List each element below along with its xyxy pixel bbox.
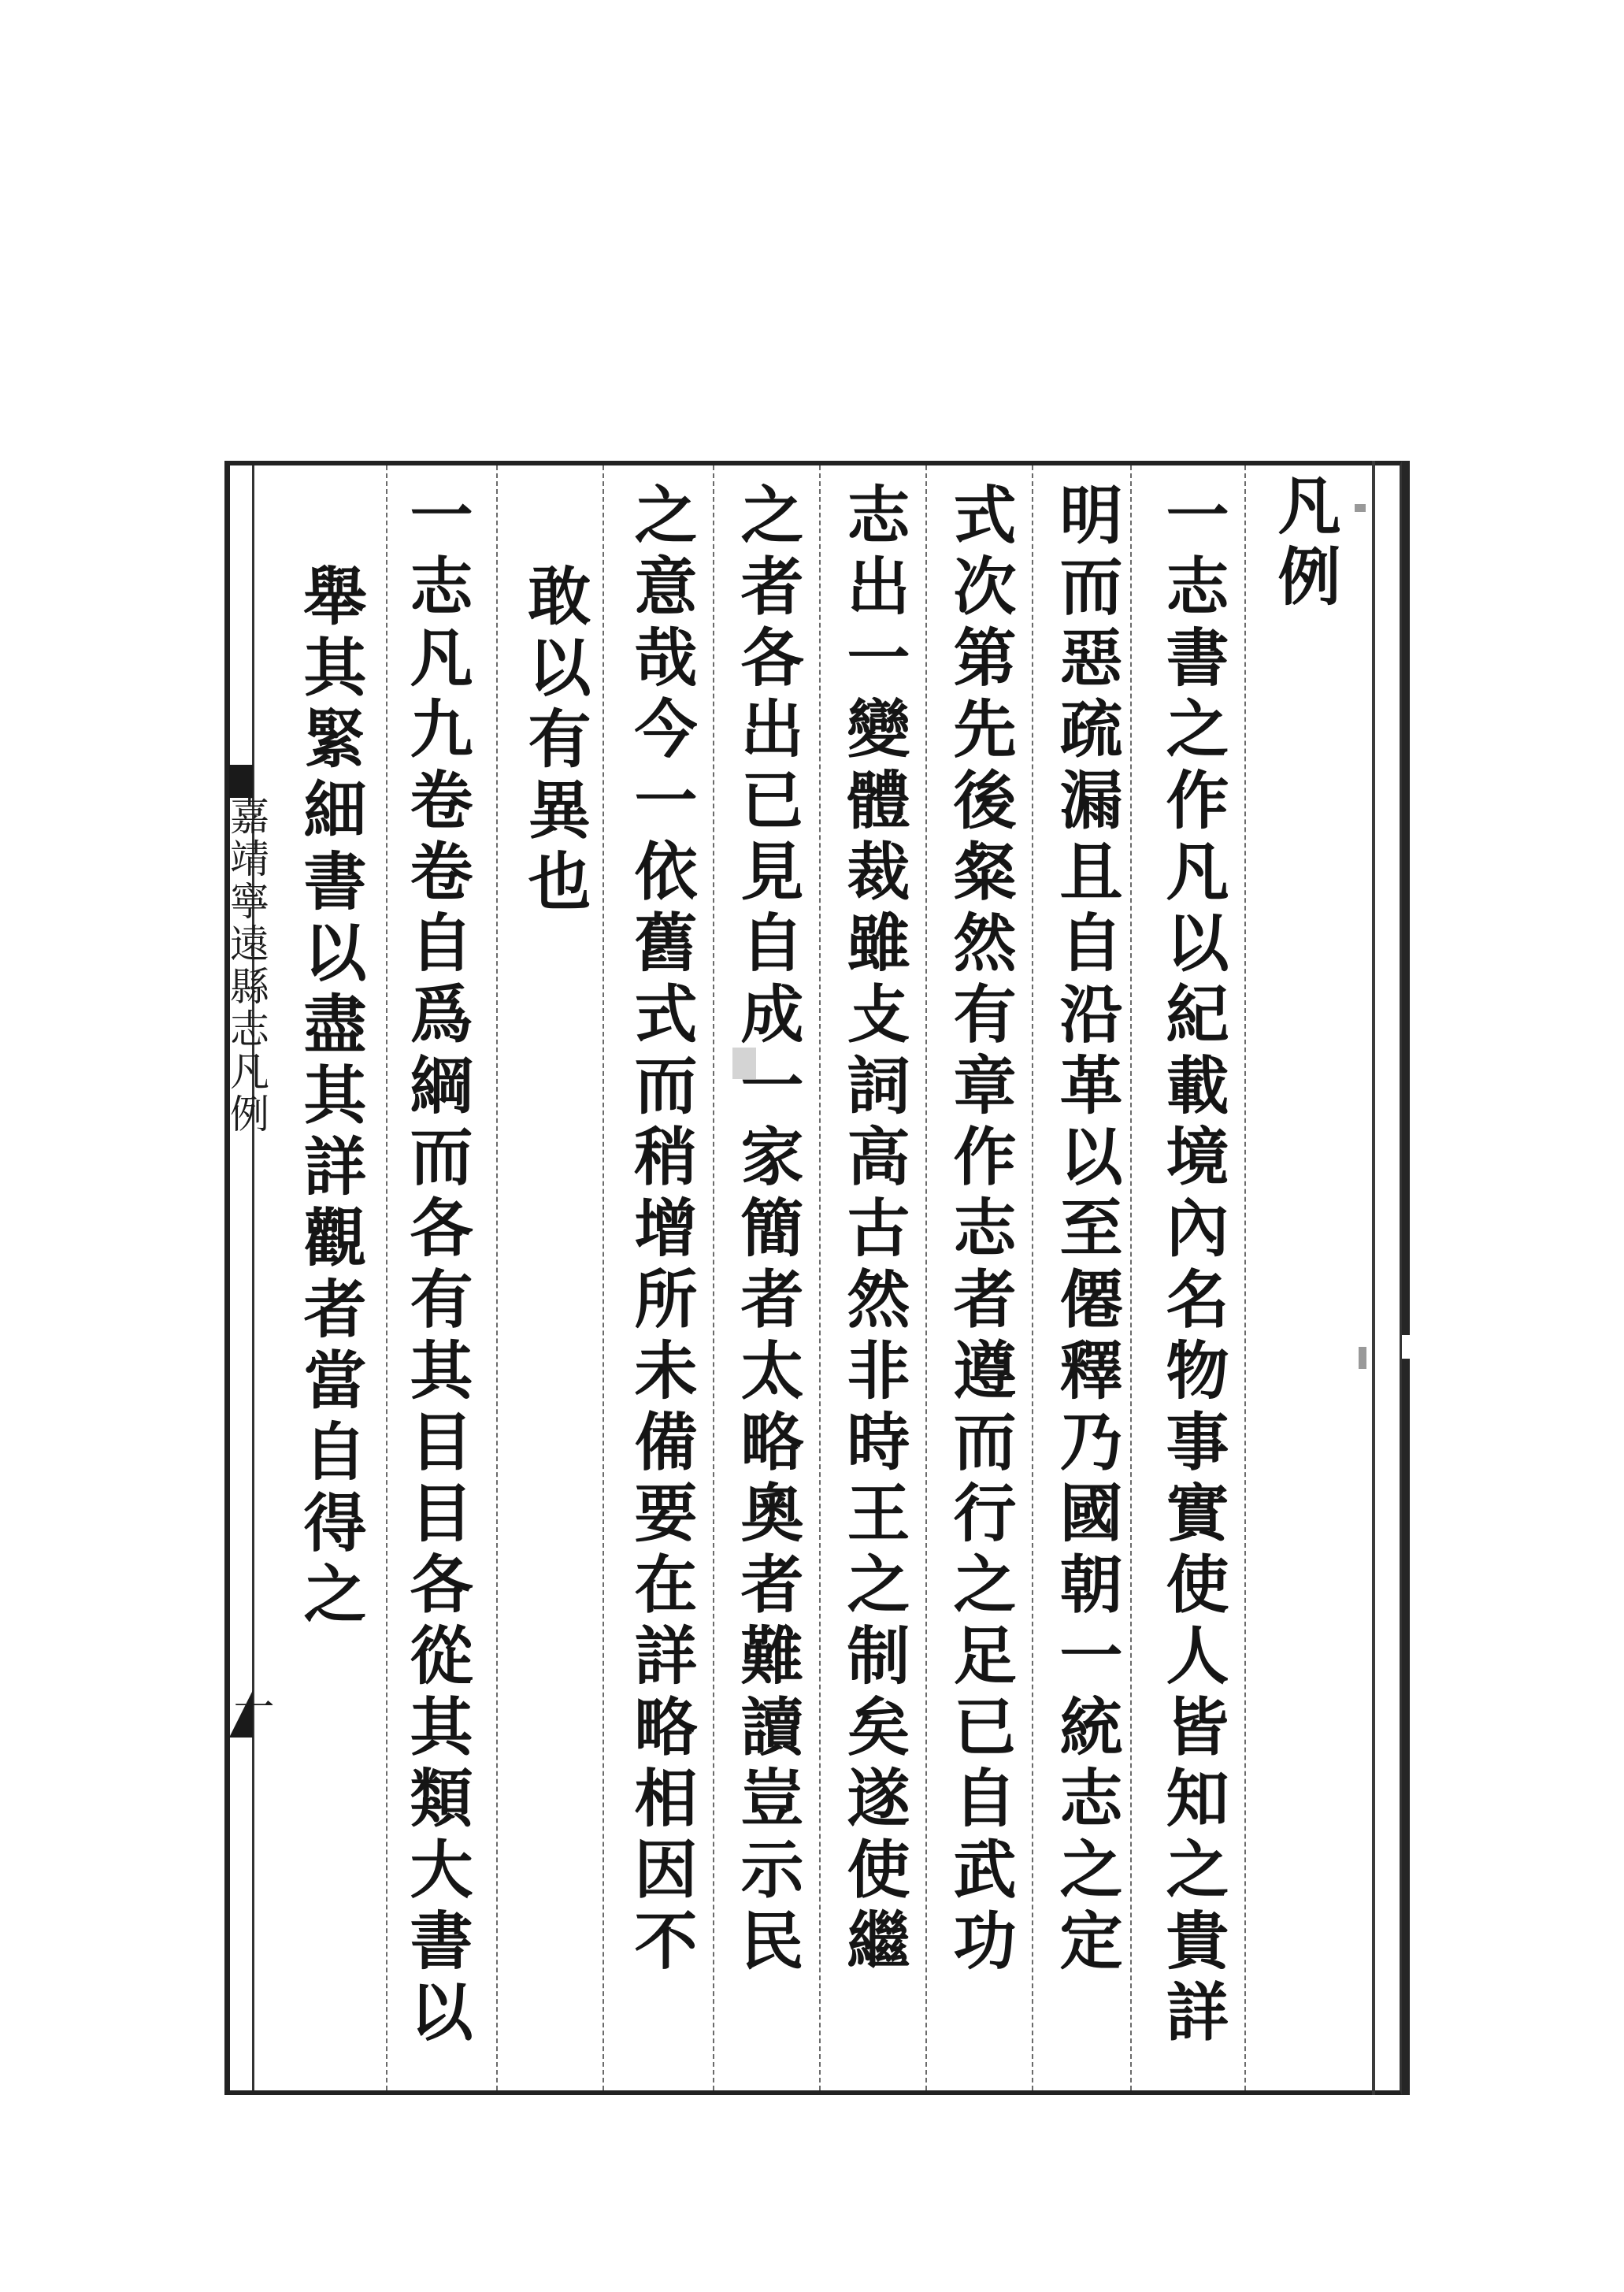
banxin-title: 嘉靖寧遠縣志凡例 [224, 796, 269, 1136]
outer-right-rule [1402, 461, 1410, 2095]
text-column-5: 之者各出已見自成一家簡者太略奧者難讀豈示民 [730, 482, 804, 1979]
ink-speck [1359, 1347, 1366, 1369]
ink-speck [1355, 504, 1366, 512]
section-heading: 凡例 [1267, 473, 1341, 614]
text-column-1: 一志書之作凡以紀載境內名物事實使人皆知之貴詳 [1155, 482, 1229, 2050]
text-column-3: 式次第先後粲然有章作志者遵而行之足已自武功 [943, 482, 1017, 1979]
text-column-8: 一志凡九卷卷自爲綱而各有其目目各從其類大書以 [399, 482, 473, 2050]
banxin-black-mouth [229, 765, 253, 798]
inner-right-rule [1372, 461, 1375, 2095]
column-divider [713, 465, 714, 2090]
text-column-4: 志出一變體裁雖攴詞高古然非時王之制矣遂使繼 [836, 482, 910, 1979]
column-divider [819, 465, 821, 2090]
column-divider [1032, 465, 1033, 2090]
text-column-2: 明而惡疏漏且自沿革以至僊釋乃國朝一統志之定 [1049, 482, 1123, 1979]
text-column-7: 敢以有異也 [517, 563, 591, 920]
banxin-center-strip [229, 465, 254, 2090]
text-column-9: 舉其緊細書以盡其詳觀者當自得之 [293, 563, 367, 1633]
ink-speck [732, 1048, 756, 1079]
column-divider [1130, 465, 1132, 2090]
text-column-6: 之意哉今一依舊式而稍增所未備要在詳略相因不 [624, 482, 698, 1979]
column-divider [603, 465, 604, 2090]
column-divider [386, 465, 387, 2090]
column-divider [496, 465, 498, 2090]
column-divider [925, 465, 927, 2090]
banxin-page-number: 一 [226, 1686, 273, 1726]
column-divider [1244, 465, 1246, 2090]
